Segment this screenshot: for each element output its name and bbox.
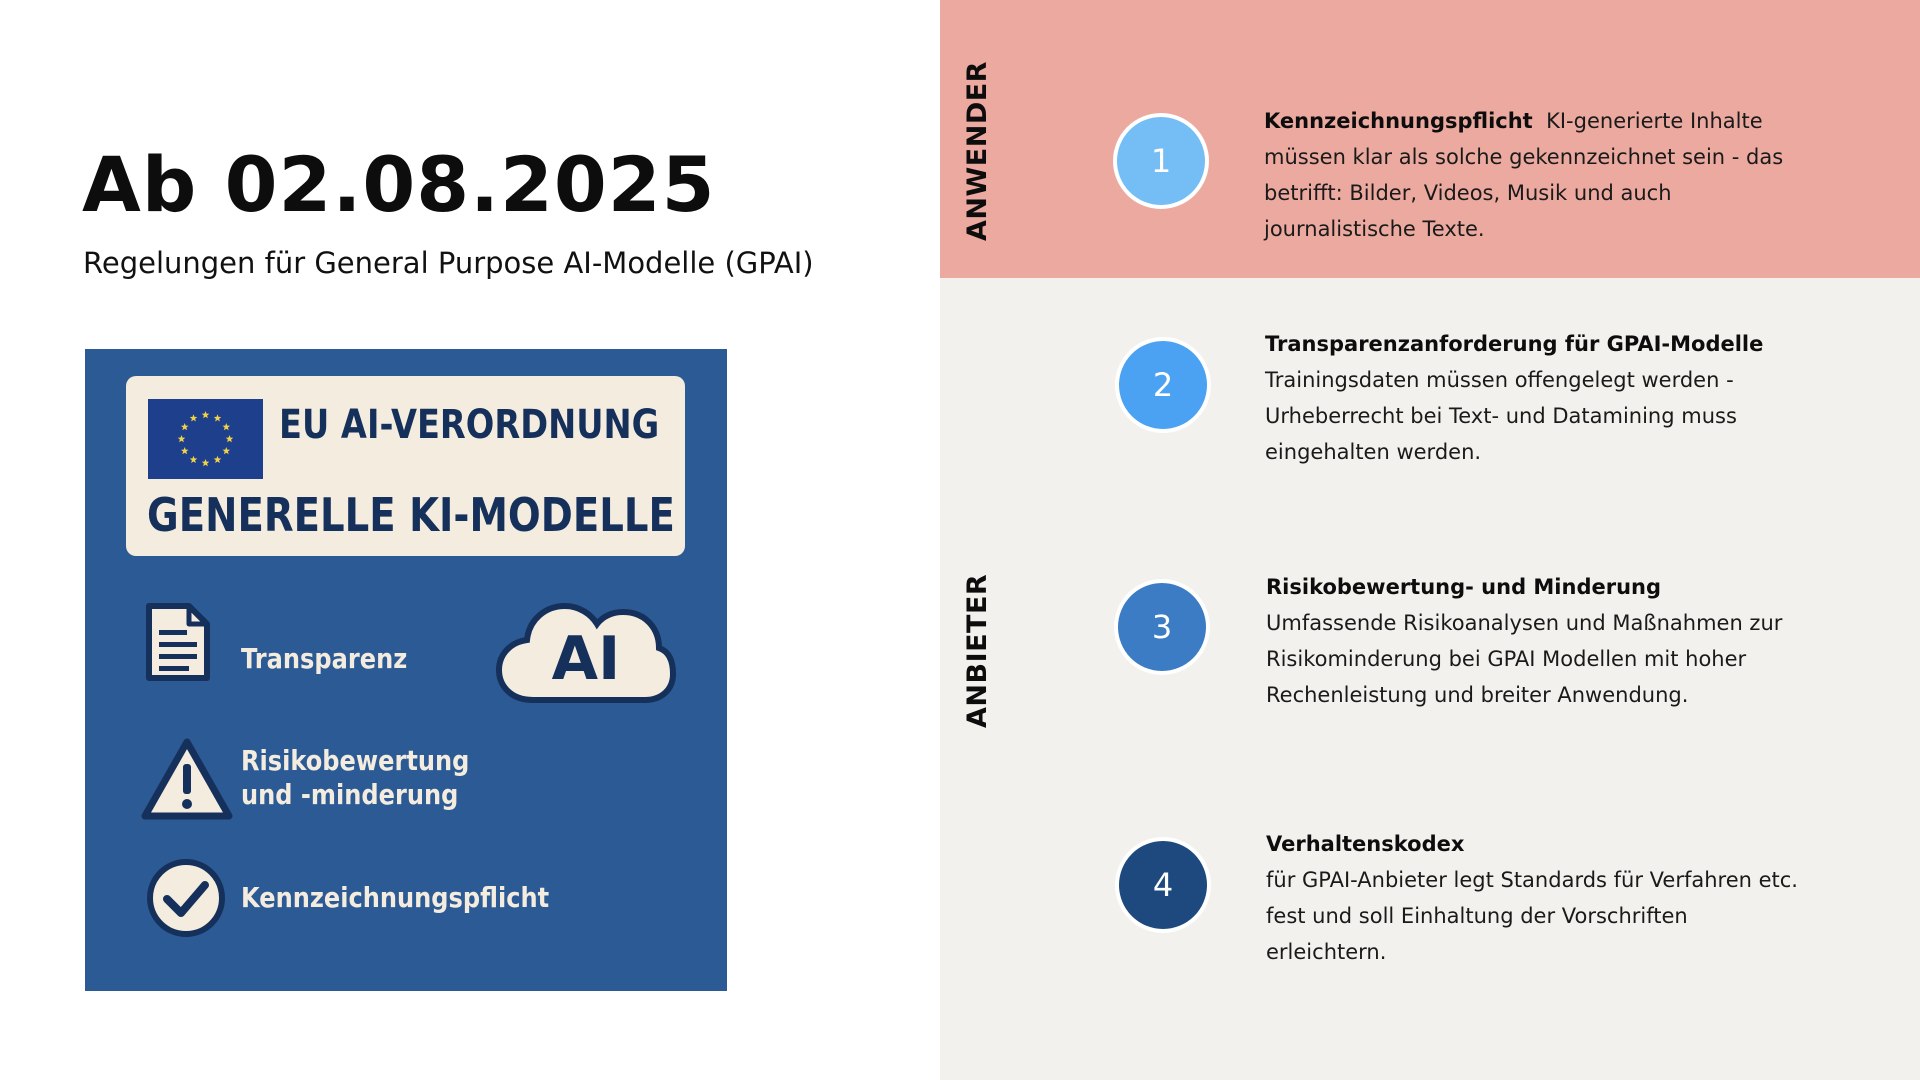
item-description: KI-generierte Inhalte müssen klar als solche gekennzeichnet sein - das betrifft: Bilder, Videos, Musik und auch journalistische Texte.	[1264, 109, 1784, 241]
item-number-badge: 2	[1115, 337, 1211, 433]
item-description: für GPAI-Anbieter legt Standards für Verfahren etc. fest und soll Einhaltung der Vorschriften erleichtern.	[1266, 868, 1798, 964]
item-title: Verhaltenskodex	[1266, 832, 1465, 856]
feature-label-transparenz: Transparenz	[241, 642, 408, 675]
checkmark-icon	[145, 857, 227, 944]
feature-label-risiko-line1: Risikobewertung	[241, 744, 470, 777]
item-title: Transparenzanforderung für GPAI-Modelle	[1265, 332, 1764, 356]
page-title: Ab 02.08.2025	[82, 140, 716, 229]
list-item	[1266, 569, 1806, 713]
section-label-anbieter: ANBIETER	[962, 573, 993, 728]
item-number-badge: 3	[1114, 579, 1210, 675]
left-panel	[0, 0, 940, 1080]
eu-flag-icon	[148, 399, 263, 479]
item-number-badge: 1	[1113, 113, 1209, 209]
list-item	[1264, 103, 1804, 247]
ai-cloud-icon	[495, 594, 677, 711]
poster-heading-panel	[126, 376, 685, 556]
right-panel	[940, 0, 1920, 1080]
warning-icon	[139, 736, 235, 827]
page-subtitle: Regelungen für General Purpose AI-Modelle (GPAI)	[83, 246, 814, 280]
item-title: Risikobewertung- und Minderung	[1266, 575, 1662, 599]
poster-heading-line1: EU AI-VERORDNUNG	[279, 402, 660, 448]
list-item	[1266, 826, 1806, 970]
item-title: Kennzeichnungspflicht	[1264, 109, 1533, 133]
cloud-ai-text: AI	[551, 624, 621, 694]
document-icon	[145, 602, 211, 687]
section-label-anwender: ANWENDER	[962, 61, 993, 241]
feature-label-kennzeichnung: Kennzeichnungspflicht	[241, 881, 550, 914]
eu-ai-poster	[85, 349, 727, 991]
item-number-badge: 4	[1115, 837, 1211, 933]
poster-heading-line2: GENERELLE KI-MODELLE	[147, 488, 675, 542]
item-description: Umfassende Risikoanalysen und Maßnahmen zur Risikominderung bei GPAI Modellen mit hoher Rechenleistung und breiter Anwendung.	[1266, 611, 1783, 707]
item-description: Trainingsdaten müssen offengelegt werden - Urheberrecht bei Text- und Datamining muss eingehalten werden.	[1265, 368, 1737, 464]
list-item	[1265, 326, 1805, 470]
feature-label-risiko-line2: und -minderung	[241, 778, 459, 811]
